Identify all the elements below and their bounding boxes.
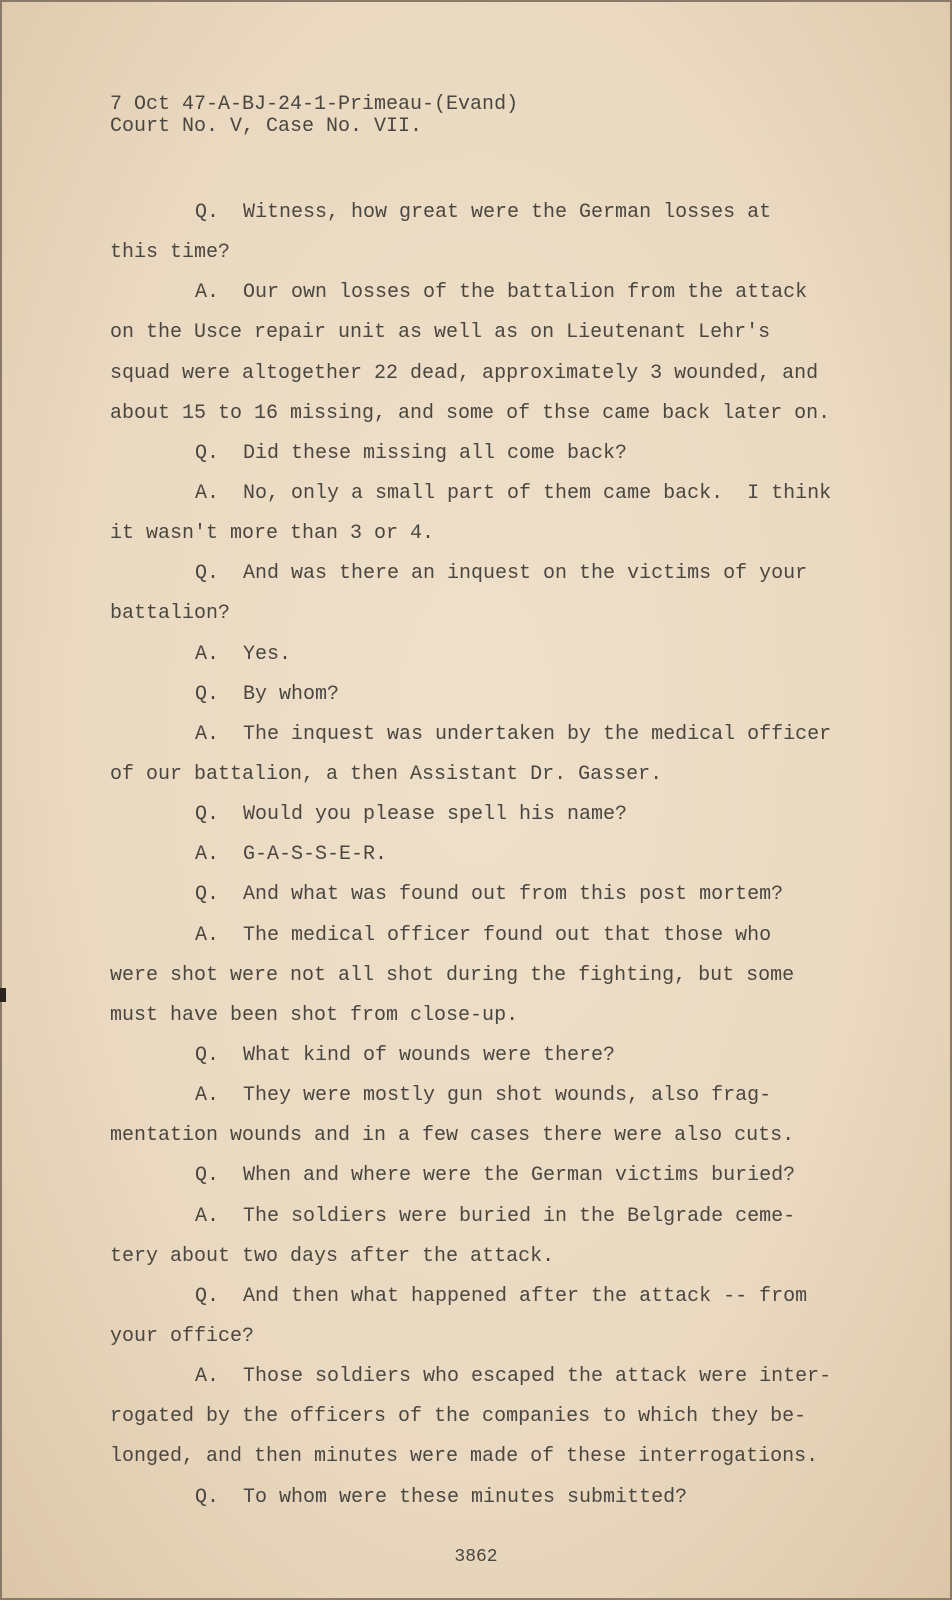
answer-marker: A.: [195, 642, 220, 666]
transcript-line: [110, 514, 831, 554]
transcript-line: [110, 594, 831, 634]
question-marker: Q.: [195, 803, 220, 827]
header-line-2: Court No. V, Case No. VII.: [110, 115, 423, 138]
line-text: By whom?: [243, 682, 340, 706]
transcript-line: [110, 273, 831, 313]
transcript-line: [110, 675, 831, 715]
margin-mark: [0, 988, 6, 1002]
line-text: were shot were not all shot during the fighting, but some: [110, 963, 795, 987]
line-text: on the Usce repair unit as well as on Lieutenant Lehr's: [110, 321, 771, 345]
transcript-line: [110, 1277, 831, 1317]
line-text: And was there an inquest on the victims of your: [243, 562, 808, 586]
transcript-line: [110, 1397, 831, 1437]
question-marker: Q.: [195, 1485, 220, 1509]
line-text: They were mostly gun shot wounds, also frag-: [243, 1084, 772, 1108]
transcript-line: [110, 715, 831, 755]
transcript-line: [110, 835, 831, 875]
line-text: Those soldiers who escaped the attack were inter-: [243, 1365, 832, 1389]
transcript-line: [110, 1036, 831, 1076]
line-text: longed, and then minutes were made of these interrogations.: [110, 1445, 819, 1469]
question-marker: Q.: [195, 1284, 220, 1308]
line-text: battalion?: [110, 602, 231, 626]
line-text: this time?: [110, 241, 231, 265]
line-text: Did these missing all come back?: [243, 441, 628, 465]
transcript-line: [110, 1317, 831, 1357]
question-marker: Q.: [195, 441, 220, 465]
answer-marker: A.: [195, 1084, 220, 1108]
transcript-line: [110, 193, 831, 233]
transcript-line: [110, 956, 831, 996]
transcript-line: [110, 474, 831, 514]
answer-marker: A.: [195, 281, 220, 305]
transcript-line: [110, 233, 831, 273]
transcript-line: [110, 313, 831, 353]
answer-marker: A.: [195, 1204, 220, 1228]
line-text: Our own losses of the battalion from the attack: [243, 281, 808, 305]
line-text: tery about two days after the attack.: [110, 1244, 555, 1268]
line-text: about 15 to 16 missing, and some of thse came back later on.: [110, 401, 831, 425]
line-text: must have been shot from close-up.: [110, 1003, 519, 1027]
line-text: Witness, how great were the German losses at: [243, 201, 772, 224]
answer-marker: A.: [195, 481, 220, 505]
transcript-line: [110, 795, 831, 835]
answer-marker: A.: [195, 722, 220, 746]
question-marker: Q.: [195, 201, 220, 224]
answer-marker: A.: [195, 1365, 220, 1389]
transcript-line: [110, 1437, 831, 1477]
line-text: When and where were the German victims buried?: [243, 1164, 796, 1188]
transcript-line: [110, 394, 831, 434]
question-marker: Q.: [195, 883, 220, 907]
transcript-line: [110, 916, 831, 956]
line-text: G-A-S-S-E-R.: [243, 843, 388, 867]
question-marker: Q.: [195, 562, 220, 586]
header-line-1: 7 Oct 47-A-BJ-24-1-Primeau-(Evand): [110, 93, 519, 116]
transcript-line: [110, 1237, 831, 1277]
transcript-line: [110, 554, 831, 594]
transcript-line: [110, 875, 831, 915]
line-text: To whom were these minutes submitted?: [243, 1485, 688, 1509]
line-text: And what was found out from this post mortem?: [243, 883, 784, 907]
transcript-line: [110, 1076, 831, 1116]
line-text: What kind of wounds were there?: [243, 1043, 616, 1067]
transcript-body: [110, 193, 831, 1518]
line-text: The inquest was undertaken by the medical officer: [243, 722, 832, 746]
page-number: 3862: [454, 1547, 498, 1567]
transcript-line: [110, 996, 831, 1036]
line-text: it wasn't more than 3 or 4.: [110, 522, 435, 546]
answer-marker: A.: [195, 923, 220, 947]
question-marker: Q.: [195, 682, 220, 706]
transcript-line: [110, 1357, 831, 1397]
transcript-line: [110, 434, 831, 474]
transcript-line: [110, 755, 831, 795]
question-marker: Q.: [195, 1164, 220, 1188]
answer-marker: A.: [195, 843, 220, 867]
transcript-line: [110, 1116, 831, 1156]
line-text: squad were altogether 22 dead, approximately 3 wounded, and: [110, 361, 819, 385]
question-marker: Q.: [195, 1043, 220, 1067]
line-text: And then what happened after the attack -- from: [243, 1284, 808, 1308]
line-text: Yes.: [243, 642, 292, 666]
transcript-line: [110, 1156, 831, 1196]
transcript-line: [110, 1197, 831, 1237]
line-text: No, only a small part of them came back. I think: [243, 481, 832, 505]
transcript-line: [110, 1478, 831, 1518]
line-text: The soldiers were buried in the Belgrade ceme-: [243, 1204, 796, 1228]
transcript-line: [110, 354, 831, 394]
transcript-line: [110, 635, 831, 675]
line-text: your office?: [110, 1324, 255, 1348]
line-text: of our battalion, a then Assistant Dr. Gasser.: [110, 762, 663, 786]
line-text: rogated by the officers of the companies to which they be-: [110, 1405, 807, 1429]
document-header: [110, 94, 518, 138]
line-text: Would you please spell his name?: [243, 803, 628, 827]
line-text: The medical officer found out that those who: [243, 923, 772, 947]
line-text: mentation wounds and in a few cases there were also cuts.: [110, 1124, 795, 1148]
